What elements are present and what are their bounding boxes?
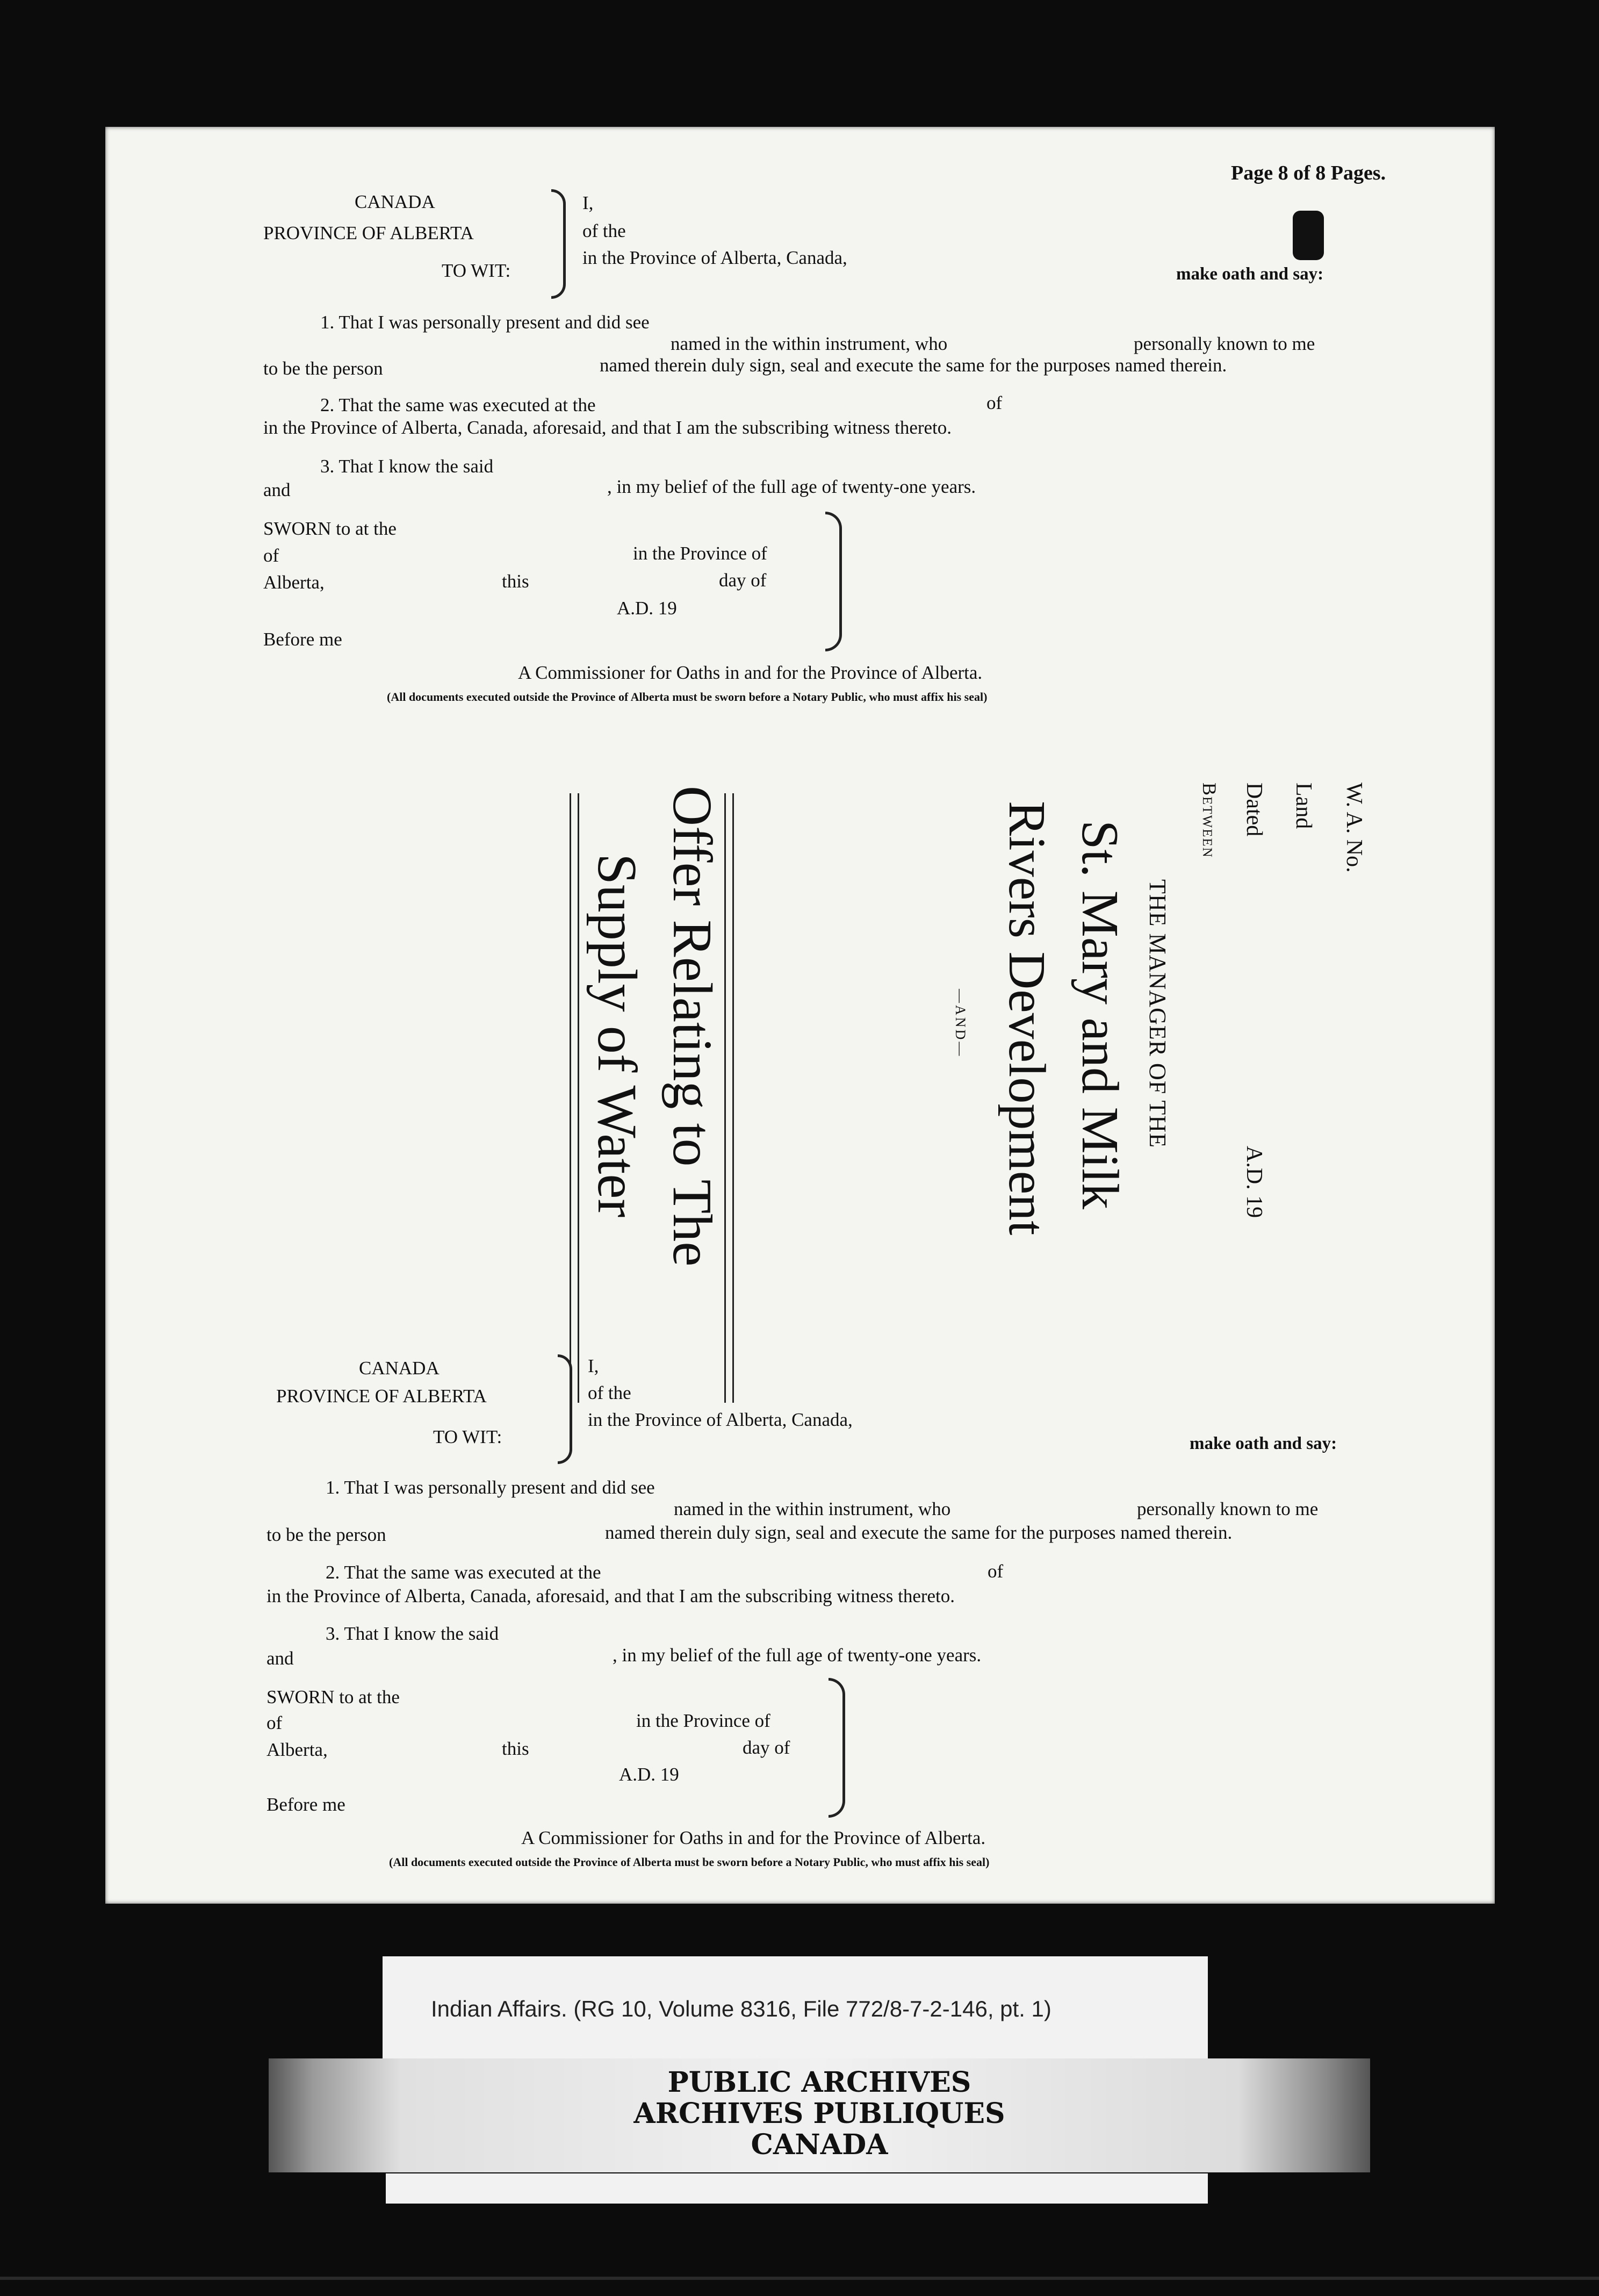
of-label: of bbox=[266, 1712, 283, 1733]
para1-b: named in the within instrument, who bbox=[671, 333, 948, 354]
seal-mark bbox=[1293, 211, 1324, 260]
day-of-label: day of bbox=[743, 1737, 790, 1758]
para2-c: in the Province of Alberta, Canada, aforesaid, and that I am the subscribing witness thereto. bbox=[263, 417, 952, 438]
in-province-of-label: in the Province of bbox=[633, 543, 767, 564]
offer-line2: Supply of Water bbox=[586, 853, 648, 1218]
document-page bbox=[105, 127, 1495, 1904]
ad-label: A.D. 19 bbox=[619, 1764, 679, 1785]
of-label: of bbox=[263, 545, 279, 566]
canada-label: CANADA bbox=[359, 1358, 440, 1379]
offer-line1: Offer Relating to The bbox=[661, 786, 723, 1267]
company-line2: Rivers Development bbox=[998, 801, 1056, 1236]
and-label: —AND— bbox=[953, 989, 968, 1058]
notary-note: (All documents executed outside the Province of Alberta must be sworn before a Notary Public, who must affix his seal) bbox=[387, 690, 988, 704]
para3-b: and bbox=[266, 1648, 294, 1669]
para1-d: to be the person bbox=[263, 358, 383, 379]
para1-a: 1. That I was personally present and did see bbox=[320, 312, 650, 333]
brace bbox=[558, 1354, 572, 1464]
make-oath-label: make oath and say: bbox=[1190, 1434, 1337, 1453]
province-label: PROVINCE OF ALBERTA bbox=[276, 1386, 487, 1407]
para1-c: personally known to me bbox=[1137, 1498, 1319, 1519]
i-label: I, bbox=[582, 192, 594, 213]
para1-c: personally known to me bbox=[1134, 333, 1315, 354]
brace bbox=[829, 1678, 845, 1818]
alberta-label: Alberta, bbox=[266, 1739, 328, 1760]
in-province-of-label: in the Province of bbox=[636, 1710, 770, 1731]
film-edge bbox=[0, 2277, 1599, 2280]
brace bbox=[551, 189, 566, 299]
day-of-label: day of bbox=[719, 570, 767, 591]
para1-d: to be the person bbox=[266, 1524, 386, 1545]
i-label: I, bbox=[588, 1355, 599, 1376]
dated-label: Dated bbox=[1242, 783, 1266, 837]
rule-double bbox=[570, 793, 579, 1403]
para3-c: , in my belief of the full age of twenty-one years. bbox=[613, 1645, 982, 1666]
archive-line2: ARCHIVES PUBLIQUES bbox=[633, 2097, 1005, 2130]
in-province-label: in the Province of Alberta, Canada, bbox=[582, 247, 847, 268]
archive-stamp bbox=[269, 2058, 1370, 2172]
archive-stamp-base bbox=[386, 2173, 1208, 2204]
rule-double bbox=[724, 793, 734, 1403]
para2-a: 2. That the same was executed at the bbox=[320, 394, 596, 415]
before-me-label: Before me bbox=[266, 1794, 345, 1815]
cover-ad-label: A.D. 19 bbox=[1242, 1146, 1266, 1218]
para2-b: of bbox=[988, 1561, 1004, 1582]
para1-b: named in the within instrument, who bbox=[674, 1498, 951, 1519]
para3-a: 3. That I know the said bbox=[320, 456, 494, 477]
commissioner-label: A Commissioner for Oaths in and for the Province of Alberta. bbox=[518, 662, 983, 683]
sworn-label: SWORN to at the bbox=[266, 1687, 400, 1707]
citation-label bbox=[383, 1956, 1208, 2062]
to-wit-label: TO WIT: bbox=[442, 260, 511, 281]
company-line1: St. Mary and Milk bbox=[1071, 820, 1129, 1210]
commissioner-label: A Commissioner for Oaths in and for the Province of Alberta. bbox=[521, 1827, 986, 1848]
para2-a: 2. That the same was executed at the bbox=[326, 1562, 601, 1583]
para1-a: 1. That I was personally present and did see bbox=[326, 1477, 655, 1498]
this-label: this bbox=[502, 571, 529, 592]
manager-label: THE MANAGER OF THE bbox=[1144, 879, 1171, 1148]
of-the-label: of the bbox=[588, 1382, 631, 1403]
province-label: PROVINCE OF ALBERTA bbox=[263, 223, 474, 243]
between-label: Between bbox=[1199, 783, 1220, 858]
of-the-label: of the bbox=[582, 220, 626, 241]
archive-line3: CANADA bbox=[751, 2128, 888, 2161]
para2-b: of bbox=[986, 392, 1003, 413]
brace bbox=[825, 512, 842, 651]
archive-line1: PUBLIC ARCHIVES bbox=[667, 2066, 971, 2099]
land-label: Land bbox=[1291, 783, 1316, 829]
para1-e: named therein duly sign, seal and execute the same for the purposes named therein. bbox=[605, 1522, 1233, 1543]
sworn-label: SWORN to at the bbox=[263, 518, 397, 539]
notary-note: (All documents executed outside the Province of Alberta must be sworn before a Notary Public, who must affix his seal) bbox=[389, 1855, 990, 1869]
make-oath-label: make oath and say: bbox=[1176, 264, 1324, 284]
para3-a: 3. That I know the said bbox=[326, 1623, 499, 1644]
para2-c: in the Province of Alberta, Canada, aforesaid, and that I am the subscribing witness thereto. bbox=[266, 1585, 955, 1606]
para1-e: named therein duly sign, seal and execute the same for the purposes named therein. bbox=[600, 355, 1227, 376]
page-number-label: Page 8 of 8 Pages. bbox=[1231, 162, 1386, 184]
para3-c: , in my belief of the full age of twenty-one years. bbox=[607, 476, 976, 497]
alberta-label: Alberta, bbox=[263, 572, 325, 593]
to-wit-label: TO WIT: bbox=[433, 1426, 502, 1447]
before-me-label: Before me bbox=[263, 629, 342, 650]
canada-label: CANADA bbox=[355, 191, 435, 212]
wa-no-label: W. A. No. bbox=[1342, 783, 1366, 873]
this-label: this bbox=[502, 1738, 529, 1759]
citation-text: Indian Affairs. (RG 10, Volume 8316, File 772/8-7-2-146, pt. 1) bbox=[431, 1996, 1051, 2021]
ad-label: A.D. 19 bbox=[617, 598, 677, 619]
in-province-label: in the Province of Alberta, Canada, bbox=[588, 1409, 853, 1430]
para3-b: and bbox=[263, 479, 291, 500]
